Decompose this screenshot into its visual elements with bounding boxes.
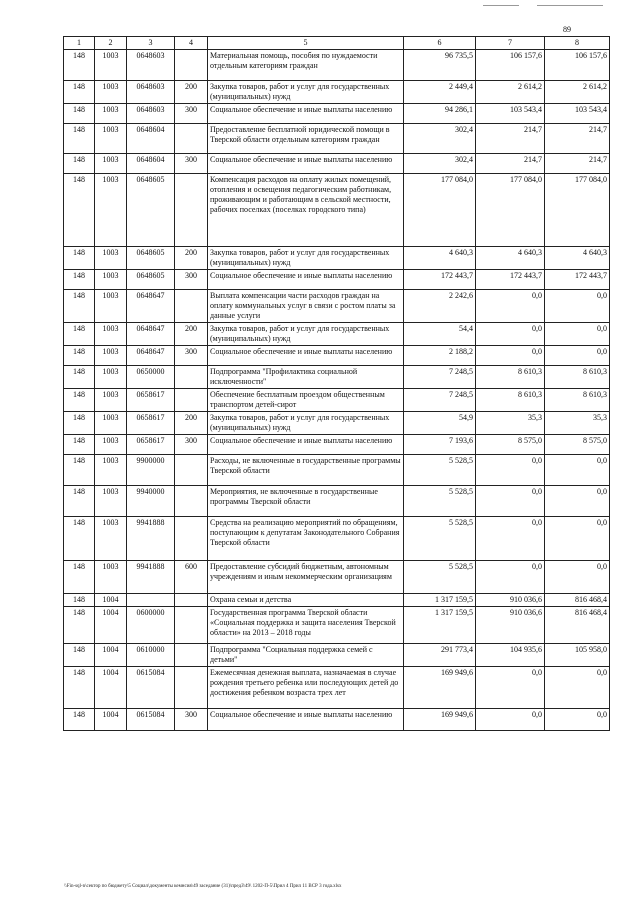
cell-description: Социальное обеспечение и иные выплаты населению: [208, 270, 404, 290]
cell-amount-year2: 8 610,3: [476, 389, 545, 412]
cell-expense-type: 300: [175, 709, 208, 731]
cell-amount-year1: 7 248,5: [404, 366, 476, 389]
cell-target-article: 0615084: [127, 667, 175, 709]
cell-expense-type: [175, 455, 208, 486]
cell-description: Ежемесячная денежная выплата, назначаемая в случае рождения третьего ребенка или последующих детей до достижения ребенком возраста трех лет: [208, 667, 404, 709]
cell-description: Охрана семьи и детства: [208, 594, 404, 607]
cell-section: 1003: [95, 270, 127, 290]
table-row: [64, 644, 610, 667]
cell-amount-year2: 0,0: [476, 323, 545, 346]
cell-expense-type: 300: [175, 104, 208, 124]
cell-expense-type: 200: [175, 323, 208, 346]
cell-grbs: 148: [64, 154, 95, 174]
cell-amount-year1: 96 735,5: [404, 50, 476, 81]
header-cell: 5: [208, 37, 404, 50]
cell-amount-year1: 302,4: [404, 154, 476, 174]
cell-target-article: 0648605: [127, 247, 175, 270]
cell-amount-year3: 8 575,0: [545, 435, 610, 455]
cell-amount-year2: 0,0: [476, 517, 545, 561]
cell-target-article: 0648605: [127, 270, 175, 290]
header-cell: 7: [476, 37, 545, 50]
table-row: [64, 667, 610, 709]
cell-description: Предоставление бесплатной юридической помощи в Тверской области отдельным категориям граждан: [208, 124, 404, 154]
cell-grbs: 148: [64, 50, 95, 81]
cell-amount-year2: 177 084,0: [476, 174, 545, 247]
cell-target-article: 0648605: [127, 174, 175, 247]
cell-expense-type: [175, 174, 208, 247]
cell-grbs: 148: [64, 81, 95, 104]
header-cell: 8: [545, 37, 610, 50]
cell-grbs: 148: [64, 346, 95, 366]
cell-amount-year2: 0,0: [476, 561, 545, 594]
cell-section: 1004: [95, 667, 127, 709]
cell-expense-type: [175, 644, 208, 667]
cell-description: Обеспечение бесплатным проездом общественным транспортом детей-сирот: [208, 389, 404, 412]
cell-amount-year3: 816 468,4: [545, 607, 610, 644]
cell-amount-year1: 54,4: [404, 323, 476, 346]
table-row: [64, 486, 610, 517]
cell-description: Компенсация расходов на оплату жилых помещений, отопления и освещения педагогическим работникам, проживающим и работающим в сельской местности, рабочих поселках (поселках городского типа): [208, 174, 404, 247]
header-cell: 2: [95, 37, 127, 50]
table-row: [64, 389, 610, 412]
cell-expense-type: [175, 517, 208, 561]
cell-target-article: 0600000: [127, 607, 175, 644]
cell-amount-year3: 0,0: [545, 290, 610, 323]
cell-expense-type: 300: [175, 346, 208, 366]
header-cell: 6: [404, 37, 476, 50]
cell-expense-type: 300: [175, 154, 208, 174]
cell-amount-year1: 5 528,5: [404, 561, 476, 594]
cell-grbs: 148: [64, 290, 95, 323]
file-path-footer: \\Fin-sql-n\сектор по бюджету\5 Социал\документы кемнсия\49 заседание (31)\предЗ\49\ 1202-П-5\Прил 4 Прил 11 ВСР 3 года.xlsx: [64, 884, 342, 889]
cell-amount-year1: 169 949,6: [404, 667, 476, 709]
cell-amount-year3: 8 610,3: [545, 366, 610, 389]
cell-grbs: 148: [64, 412, 95, 435]
cell-expense-type: 300: [175, 270, 208, 290]
table-row: [64, 323, 610, 346]
cell-expense-type: [175, 607, 208, 644]
header-cell: 4: [175, 37, 208, 50]
cell-amount-year1: 94 286,1: [404, 104, 476, 124]
table-row: [64, 455, 610, 486]
table-row: [64, 247, 610, 270]
cell-grbs: 148: [64, 323, 95, 346]
cell-grbs: 148: [64, 104, 95, 124]
cell-description: Закупка товаров, работ и услуг для государственных (муниципальных) нужд: [208, 247, 404, 270]
cell-target-article: 0615084: [127, 709, 175, 731]
cell-section: 1004: [95, 594, 127, 607]
table-row: [64, 435, 610, 455]
table-row: [64, 290, 610, 323]
table-row: [64, 174, 610, 247]
cell-target-article: 0650000: [127, 366, 175, 389]
cell-description: Средства на реализацию мероприятий по обращениям, поступающим к депутатам Законодательного Собрания Тверской области: [208, 517, 404, 561]
table-row: [64, 366, 610, 389]
cell-expense-type: [175, 50, 208, 81]
cell-description: Закупка товаров, работ и услуг для государственных (муниципальных) нужд: [208, 412, 404, 435]
cell-amount-year2: 2 614,2: [476, 81, 545, 104]
cell-section: 1003: [95, 561, 127, 594]
cell-grbs: 148: [64, 644, 95, 667]
cell-description: Выплата компенсации части расходов граждан на оплату коммунальных услуг в связи с ростом платы за данные услуги: [208, 290, 404, 323]
cell-amount-year2: 214,7: [476, 154, 545, 174]
cell-amount-year2: 8 610,3: [476, 366, 545, 389]
cell-target-article: 9941888: [127, 561, 175, 594]
table-row: [64, 270, 610, 290]
cell-grbs: 148: [64, 594, 95, 607]
table-row: [64, 709, 610, 731]
cell-description: Государственная программа Тверской области «Социальная поддержка и защита населения Тверской области» на 2013 – 2018 годы: [208, 607, 404, 644]
cell-section: 1003: [95, 174, 127, 247]
cell-section: 1003: [95, 389, 127, 412]
table-header-row: [64, 37, 610, 50]
cell-section: 1003: [95, 486, 127, 517]
budget-table: [63, 36, 610, 731]
table-row: [64, 607, 610, 644]
cell-amount-year2: 0,0: [476, 290, 545, 323]
cell-section: 1003: [95, 104, 127, 124]
cell-amount-year1: 5 528,5: [404, 517, 476, 561]
cell-target-article: 0648647: [127, 290, 175, 323]
cell-target-article: 0658617: [127, 412, 175, 435]
cell-section: 1003: [95, 412, 127, 435]
cell-amount-year3: 0,0: [545, 455, 610, 486]
cell-amount-year2: 0,0: [476, 667, 545, 709]
cell-amount-year3: 0,0: [545, 517, 610, 561]
cell-amount-year3: 103 543,4: [545, 104, 610, 124]
cell-expense-type: [175, 290, 208, 323]
cell-amount-year1: 1 317 159,5: [404, 607, 476, 644]
cell-grbs: 148: [64, 561, 95, 594]
cell-amount-year1: 2 449,4: [404, 81, 476, 104]
cell-amount-year3: 4 640,3: [545, 247, 610, 270]
cell-expense-type: 300: [175, 435, 208, 455]
cell-amount-year3: 0,0: [545, 709, 610, 731]
cell-description: Подпрограмма "Профилактика социальной исключенности": [208, 366, 404, 389]
cell-expense-type: [175, 594, 208, 607]
cell-grbs: 148: [64, 667, 95, 709]
cell-amount-year2: 0,0: [476, 709, 545, 731]
cell-section: 1003: [95, 81, 127, 104]
cell-amount-year1: 5 528,5: [404, 455, 476, 486]
header-cell: 1: [64, 37, 95, 50]
cell-target-article: 0648604: [127, 154, 175, 174]
cell-amount-year2: 910 036,6: [476, 594, 545, 607]
cell-target-article: 0648603: [127, 50, 175, 81]
table-row: [64, 124, 610, 154]
page-number: 89: [563, 25, 571, 34]
cell-amount-year1: 2 188,2: [404, 346, 476, 366]
cell-amount-year2: 172 443,7: [476, 270, 545, 290]
cell-section: 1003: [95, 346, 127, 366]
cell-target-article: 9940000: [127, 486, 175, 517]
cell-expense-type: 600: [175, 561, 208, 594]
cell-section: 1003: [95, 366, 127, 389]
cell-amount-year3: 0,0: [545, 667, 610, 709]
cell-section: 1003: [95, 124, 127, 154]
cell-description: Мероприятия, не включенные в государственные программы Тверской области: [208, 486, 404, 517]
cell-target-article: 0658617: [127, 435, 175, 455]
cell-amount-year1: 4 640,3: [404, 247, 476, 270]
cell-amount-year2: 4 640,3: [476, 247, 545, 270]
cell-amount-year2: 0,0: [476, 346, 545, 366]
cell-amount-year2: 214,7: [476, 124, 545, 154]
scan-top-line-1: [483, 5, 519, 6]
cell-target-article: 9900000: [127, 455, 175, 486]
table-row: [64, 104, 610, 124]
cell-grbs: 148: [64, 709, 95, 731]
cell-section: 1003: [95, 50, 127, 81]
cell-description: Социальное обеспечение и иные выплаты населению: [208, 435, 404, 455]
cell-grbs: 148: [64, 486, 95, 517]
table-row: [64, 561, 610, 594]
cell-amount-year3: 214,7: [545, 124, 610, 154]
cell-amount-year1: 2 242,6: [404, 290, 476, 323]
cell-expense-type: 200: [175, 247, 208, 270]
cell-grbs: 148: [64, 389, 95, 412]
cell-section: 1003: [95, 290, 127, 323]
cell-amount-year2: 103 543,4: [476, 104, 545, 124]
cell-amount-year2: 0,0: [476, 455, 545, 486]
cell-description: Закупка товаров, работ и услуг для государственных (муниципальных) нужд: [208, 81, 404, 104]
header-cell: 3: [127, 37, 175, 50]
cell-amount-year3: 0,0: [545, 346, 610, 366]
cell-target-article: 9941888: [127, 517, 175, 561]
cell-amount-year3: 8 610,3: [545, 389, 610, 412]
cell-grbs: 148: [64, 607, 95, 644]
cell-grbs: 148: [64, 366, 95, 389]
cell-amount-year3: 172 443,7: [545, 270, 610, 290]
cell-amount-year1: 177 084,0: [404, 174, 476, 247]
cell-grbs: 148: [64, 270, 95, 290]
cell-expense-type: [175, 389, 208, 412]
cell-section: 1003: [95, 455, 127, 486]
cell-amount-year1: 5 528,5: [404, 486, 476, 517]
cell-amount-year2: 0,0: [476, 486, 545, 517]
cell-grbs: 148: [64, 455, 95, 486]
cell-expense-type: 200: [175, 81, 208, 104]
cell-amount-year2: 8 575,0: [476, 435, 545, 455]
cell-target-article: 0648647: [127, 346, 175, 366]
cell-amount-year2: 35,3: [476, 412, 545, 435]
cell-target-article: 0648603: [127, 81, 175, 104]
cell-target-article: 0610000: [127, 644, 175, 667]
cell-expense-type: [175, 486, 208, 517]
cell-amount-year1: 7 193,6: [404, 435, 476, 455]
cell-grbs: 148: [64, 435, 95, 455]
cell-amount-year1: 291 773,4: [404, 644, 476, 667]
cell-grbs: 148: [64, 174, 95, 247]
table-row: [64, 154, 610, 174]
cell-target-article: 0648603: [127, 104, 175, 124]
cell-description: Материальная помощь, пособия по нуждаемости отдельным категориям граждан: [208, 50, 404, 81]
cell-amount-year3: 0,0: [545, 561, 610, 594]
cell-section: 1003: [95, 435, 127, 455]
cell-section: 1003: [95, 154, 127, 174]
cell-section: 1003: [95, 247, 127, 270]
cell-amount-year2: 104 935,6: [476, 644, 545, 667]
scan-top-line-2: [537, 5, 603, 6]
table-row: [64, 412, 610, 435]
cell-section: 1004: [95, 644, 127, 667]
cell-amount-year2: 910 036,6: [476, 607, 545, 644]
cell-grbs: 148: [64, 247, 95, 270]
cell-amount-year1: 169 949,6: [404, 709, 476, 731]
table-row: [64, 517, 610, 561]
cell-amount-year3: 35,3: [545, 412, 610, 435]
cell-target-article: 0648604: [127, 124, 175, 154]
cell-amount-year1: 7 248,5: [404, 389, 476, 412]
cell-description: Социальное обеспечение и иные выплаты населению: [208, 154, 404, 174]
cell-amount-year1: 1 317 159,5: [404, 594, 476, 607]
cell-description: Социальное обеспечение и иные выплаты населению: [208, 709, 404, 731]
table-row: [64, 346, 610, 366]
cell-amount-year3: 0,0: [545, 486, 610, 517]
cell-target-article: 0658617: [127, 389, 175, 412]
cell-description: Социальное обеспечение и иные выплаты населению: [208, 346, 404, 366]
cell-section: 1003: [95, 323, 127, 346]
table-row: [64, 50, 610, 81]
cell-amount-year1: 172 443,7: [404, 270, 476, 290]
cell-amount-year3: 106 157,6: [545, 50, 610, 81]
cell-amount-year3: 816 468,4: [545, 594, 610, 607]
cell-expense-type: [175, 667, 208, 709]
cell-grbs: 148: [64, 124, 95, 154]
table-row: [64, 594, 610, 607]
cell-amount-year1: 54,9: [404, 412, 476, 435]
cell-grbs: 148: [64, 517, 95, 561]
cell-description: Предоставление субсидий бюджетным, автономным учреждениям и иным некоммерческим организациям: [208, 561, 404, 594]
cell-amount-year3: 0,0: [545, 323, 610, 346]
cell-target-article: [127, 594, 175, 607]
cell-expense-type: [175, 124, 208, 154]
cell-section: 1004: [95, 709, 127, 731]
cell-description: Закупка товаров, работ и услуг для государственных (муниципальных) нужд: [208, 323, 404, 346]
cell-amount-year2: 106 157,6: [476, 50, 545, 81]
cell-description: Расходы, не включенные в государственные программы Тверской области: [208, 455, 404, 486]
cell-amount-year1: 302,4: [404, 124, 476, 154]
cell-description: Подпрограмма "Социальная поддержка семей с детьми": [208, 644, 404, 667]
cell-amount-year3: 177 084,0: [545, 174, 610, 247]
cell-target-article: 0648647: [127, 323, 175, 346]
table-row: [64, 81, 610, 104]
cell-expense-type: [175, 366, 208, 389]
cell-description: Социальное обеспечение и иные выплаты населению: [208, 104, 404, 124]
cell-amount-year3: 105 958,0: [545, 644, 610, 667]
cell-section: 1003: [95, 517, 127, 561]
cell-amount-year3: 214,7: [545, 154, 610, 174]
cell-expense-type: 200: [175, 412, 208, 435]
cell-section: 1004: [95, 607, 127, 644]
cell-amount-year3: 2 614,2: [545, 81, 610, 104]
